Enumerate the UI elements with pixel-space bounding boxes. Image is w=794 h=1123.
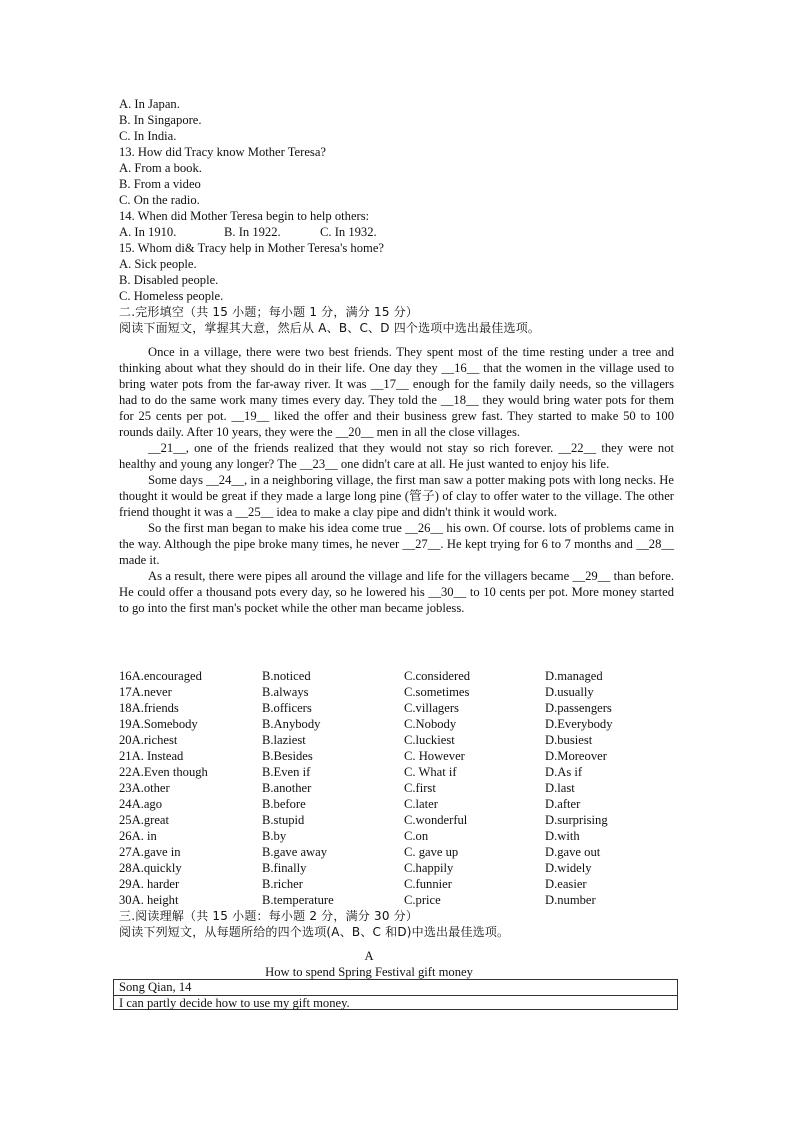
question-line: C. Homeless people. [119,289,224,303]
section-3-instruction: 阅读下列短文，从每题所给的四个选项(A、B、C 和D)中选出最佳选项。 [119,925,510,939]
table-row: Song Qian, 14 [119,980,192,994]
cloze-paragraph: __21__, one of the friends realized that they would not stay so rich forever. __22__ they were not healthy and young any longer? The __23__ one didn't care at all. He just wanted to enjoy his life. [119,441,674,471]
section-2-instruction: 阅读下面短文，掌握其大意，然后从 A、B、C、D 四个选项中选出最佳选项。 [119,321,541,335]
section-3-heading: 三.阅读理解（共 15 小题：每小题 2 分，满分 30 分） [119,909,419,923]
option-row: 20A.richest B.laziest C.luckiest D.busiest [119,733,593,747]
option-row: 22A.Even though B.Even if C. What if D.As if [119,765,583,779]
passage-letter: A [364,949,374,963]
passage-a-header [119,948,619,980]
question-line: A. In Japan. [119,97,180,111]
q14-option-c: C. In 1932. [320,225,377,239]
q14-option-b: B. In 1922. [224,225,281,239]
cloze-paragraph: Some days __24__, in a neighboring village, the first man saw a potter making pots with long necks. He thought it would be great if they made a large long pine (管子) of clay to offer water to the village. The other friend thought it was a __25__ idea to make a clay pipe and didn't think it would work. [119,473,674,519]
table-row: I can partly decide how to use my gift money. [119,996,350,1010]
question-line: A. From a book. [119,161,202,175]
passage-title: How to spend Spring Festival gift money [265,965,473,979]
question-line: C. On the radio. [119,193,200,207]
option-row: 27A.gave in B.gave away C. gave up D.gave out [119,845,601,859]
option-row: 19A.Somebody B.Anybody C.Nobody D.Everybody [119,717,613,731]
question-line: B. In Singapore. [119,113,202,127]
option-row: 28A.quickly B.finally C.happily D.widely [119,861,592,875]
cloze-options [119,668,674,940]
option-row: 21A. Instead B.Besides C. However D.Moreover [119,749,607,763]
q14-option-a: A. In 1910. [119,225,177,239]
passage-a-table [113,979,678,1010]
question-line: C. In India. [119,129,177,143]
option-row: 17A.never B.always C.sometimes D.usually [119,685,594,699]
question-line: A. Sick people. [119,257,197,271]
reading-questions-12-15 [119,96,674,336]
question-line: B. From a video [119,177,201,191]
option-row: 29A. harder B.richer C.funnier D.easier [119,877,587,891]
question-14: 14. When did Mother Teresa begin to help others: [119,209,370,223]
cloze-paragraph: As a result, there were pipes all around the village and life for the villagers became __29__ than before. He could offer a thousand pots every day, so he lowered his __30__ to 10 cents per pot. More money started to go into the first man's pocket while the other man became jobless. [119,569,674,615]
question-15: 15. Whom di& Tracy help in Mother Teresa's home? [119,241,385,255]
question-line: B. Disabled people. [119,273,219,287]
option-row: 26A. in B.by C.on D.with [119,829,580,843]
option-row: 30A. height B.temperature C.price D.number [119,893,596,907]
option-row: 24A.ago B.before C.later D.after [119,797,581,811]
section-2-heading: 二.完形填空（共 15 小题；每小题 1 分，满分 15 分） [119,305,419,319]
cloze-passage [119,344,674,616]
option-row: 18A.friends B.officers C.villagers D.passengers [119,701,612,715]
option-row: 16A.encouraged B.noticed C.considered D.managed [119,669,603,683]
cloze-paragraph: So the first man began to make his idea come true __26__ his own. Of course. lots of problems came in the way. Although the pipe broke many times, he never __27__. He kept trying for 6 to 7 months and __28__ made it. [119,521,674,567]
option-row: 25A.great B.stupid C.wonderful D.surprising [119,813,608,827]
cloze-paragraph: Once in a village, there were two best friends. They spent most of the time resting under a tree and thinking about what they should do in their life. One day they __16__ that the women in the village used to bring water pots from the far-away river. It was __17__ enough for the family daily needs, so the villagers had to do the same work many times every day. They told the __18__ they would bring water pots for them for 25 cents per pot. __19__ liked the offer and their business grew fast. They started to make 50 to 100 rounds daily. After 10 years, they were the __20__ men in all the close villages. [119,345,674,439]
question-13: 13. How did Tracy know Mother Teresa? [119,145,327,159]
question-14-options [119,224,674,240]
option-row: 23A.other B.another C.first D.last [119,781,575,795]
